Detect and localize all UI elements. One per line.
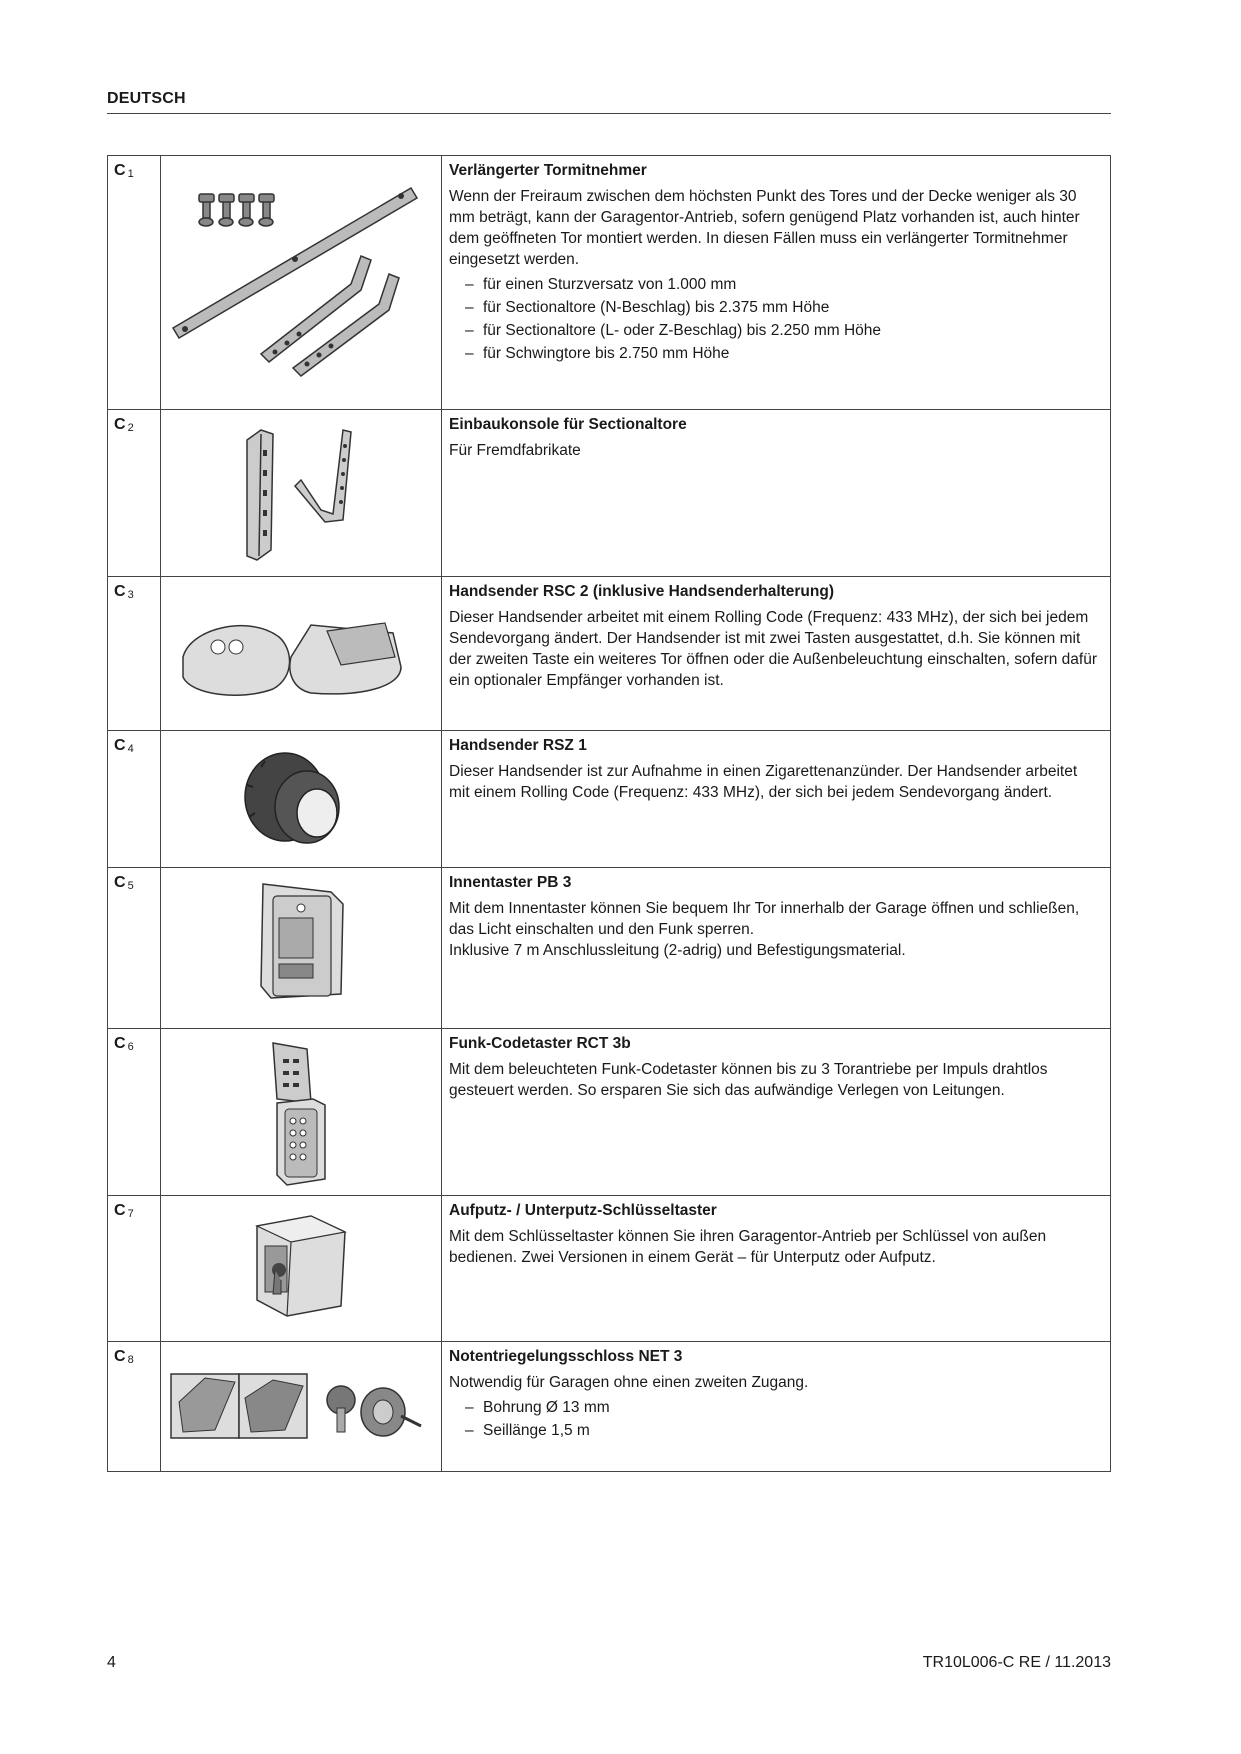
list-item: – für Sectionaltore (N-Beschlag) bis 2.375 mm Höhe bbox=[483, 296, 1100, 319]
item-text bbox=[442, 1342, 1111, 1472]
list-item: – Bohrung Ø 13 mm bbox=[483, 1396, 1100, 1419]
item-text bbox=[442, 1196, 1111, 1342]
item-title: Notentriegelungsschloss NET 3 bbox=[449, 1348, 683, 1365]
item-description: Notwendig für Garagen ohne einen zweiten Zugang. bbox=[449, 1374, 809, 1391]
item-title: Aufputz- / Unterputz-Schlüsseltaster bbox=[449, 1202, 717, 1219]
item-code: C $_3$ bbox=[108, 577, 161, 731]
item-description: Mit dem Schlüsseltaster können Sie ihren Garagentor-Antrieb per Schlüssel von außen bedienen. Zwei Versionen in einem Gerät – für Unterputz oder Aufputz. bbox=[449, 1228, 1047, 1266]
internal-push-button-icon bbox=[161, 868, 439, 1027]
table-row bbox=[108, 1342, 1111, 1472]
item-text bbox=[442, 731, 1111, 868]
table-row bbox=[108, 1196, 1111, 1342]
item-description: Inklusive 7 m Anschlussleitung (2-adrig) und Befestigungsmaterial. bbox=[449, 942, 906, 959]
radio-code-keypad-icon bbox=[161, 1029, 439, 1194]
table-row bbox=[108, 731, 1111, 868]
list-item: – Seillänge 1,5 m bbox=[483, 1419, 1100, 1442]
hand-transmitter-rsc2-icon bbox=[161, 577, 439, 729]
accessories-table bbox=[107, 155, 1111, 1472]
item-description: Wenn der Freiraum zwischen dem höchsten Punkt des Tores und der Decke weniger als 30 mm beträgt, kann der Garagentor-Antrieb, sofern genügend Platz vorhanden ist, auch hinter dem geöffneten Tor montiert werden. In diesen Fällen muss ein verlängerter Tormitnehmer eingesetzt werden. bbox=[449, 188, 1080, 268]
item-title: Handsender RSC 2 (inklusive Handsenderhalterung) bbox=[449, 583, 835, 600]
emergency-release-lock-icon bbox=[161, 1342, 439, 1470]
item-picture bbox=[161, 410, 442, 577]
item-title: Innentaster PB 3 bbox=[449, 874, 572, 891]
item-description: Für Fremdfabrikate bbox=[449, 442, 581, 459]
table-row bbox=[108, 156, 1111, 410]
table-row bbox=[108, 577, 1111, 731]
item-description: Dieser Handsender arbeitet mit einem Rolling Code (Frequenz: 433 MHz), der sich bei jedem Sendevorgang ändert. Der Handsender ist mit zwei Tasten ausgestattet, d.h. Sie können mit der zweiten Taste ein weiteres Tor öffnen oder die Außenbeleuchtung einschalten, sofern dafür ein optionaler Empfänger vorhanden ist. bbox=[449, 609, 1097, 689]
item-bullet-list bbox=[449, 273, 1100, 365]
extended-door-arm-icon bbox=[161, 156, 439, 408]
item-picture bbox=[161, 577, 442, 731]
table-row bbox=[108, 1029, 1111, 1196]
item-code: C $_4$ bbox=[108, 731, 161, 868]
item-code: C $_8$ bbox=[108, 1342, 161, 1472]
header-rule bbox=[107, 113, 1111, 114]
item-code: C $_2$ bbox=[108, 410, 161, 577]
item-picture bbox=[161, 1029, 442, 1196]
language-header: DEUTSCH bbox=[107, 90, 186, 107]
item-picture bbox=[161, 1196, 442, 1342]
item-code: C $_5$ bbox=[108, 868, 161, 1029]
list-item: – für einen Sturzversatz von 1.000 mm bbox=[483, 273, 1100, 296]
item-description: Mit dem beleuchteten Funk-Codetaster können bis zu 3 Torantriebe per Impuls drahtlos gesteuert werden. So ersparen Sie sich das aufwändige Verlegen von Leitungen. bbox=[449, 1061, 1048, 1099]
item-picture bbox=[161, 731, 442, 868]
item-title: Handsender RSZ 1 bbox=[449, 737, 587, 754]
item-text bbox=[442, 577, 1111, 731]
item-bullet-list bbox=[449, 1396, 1100, 1442]
page-number: 4 bbox=[107, 1654, 116, 1671]
hand-transmitter-rsz1-icon bbox=[161, 731, 439, 866]
item-text bbox=[442, 410, 1111, 577]
list-item: – für Sectionaltore (L- oder Z-Beschlag) bis 2.250 mm Höhe bbox=[483, 319, 1100, 342]
item-text bbox=[442, 868, 1111, 1029]
table-row bbox=[108, 410, 1111, 577]
item-text bbox=[442, 156, 1111, 410]
item-title: Verlängerter Tormitnehmer bbox=[449, 162, 647, 179]
item-picture bbox=[161, 156, 442, 410]
item-code: C $_7$ bbox=[108, 1196, 161, 1342]
item-code: C $_1$ bbox=[108, 156, 161, 410]
item-code: C $_6$ bbox=[108, 1029, 161, 1196]
item-description: Dieser Handsender ist zur Aufnahme in einen Zigarettenanzünder. Der Handsender arbeitet mit einem Rolling Code (Frequenz: 433 MHz), der sich bei jedem Sendevorgang ändert. bbox=[449, 763, 1078, 801]
item-text bbox=[442, 1029, 1111, 1196]
document-code: TR10L006-C RE / 11.2013 bbox=[922, 1654, 1111, 1671]
key-switch-icon bbox=[161, 1196, 439, 1340]
item-picture bbox=[161, 1342, 442, 1472]
mounting-bracket-icon bbox=[161, 410, 439, 575]
item-title: Einbaukonsole für Sectionaltore bbox=[449, 416, 687, 433]
item-picture bbox=[161, 868, 442, 1029]
item-title: Funk-Codetaster RCT 3b bbox=[449, 1035, 631, 1052]
item-description: Mit dem Innentaster können Sie bequem Ihr Tor innerhalb der Garage öffnen und schließen, das Licht einschalten und den Funk sperren. bbox=[449, 900, 1080, 938]
list-item: – für Schwingtore bis 2.750 mm Höhe bbox=[483, 342, 1100, 365]
table-row bbox=[108, 868, 1111, 1029]
